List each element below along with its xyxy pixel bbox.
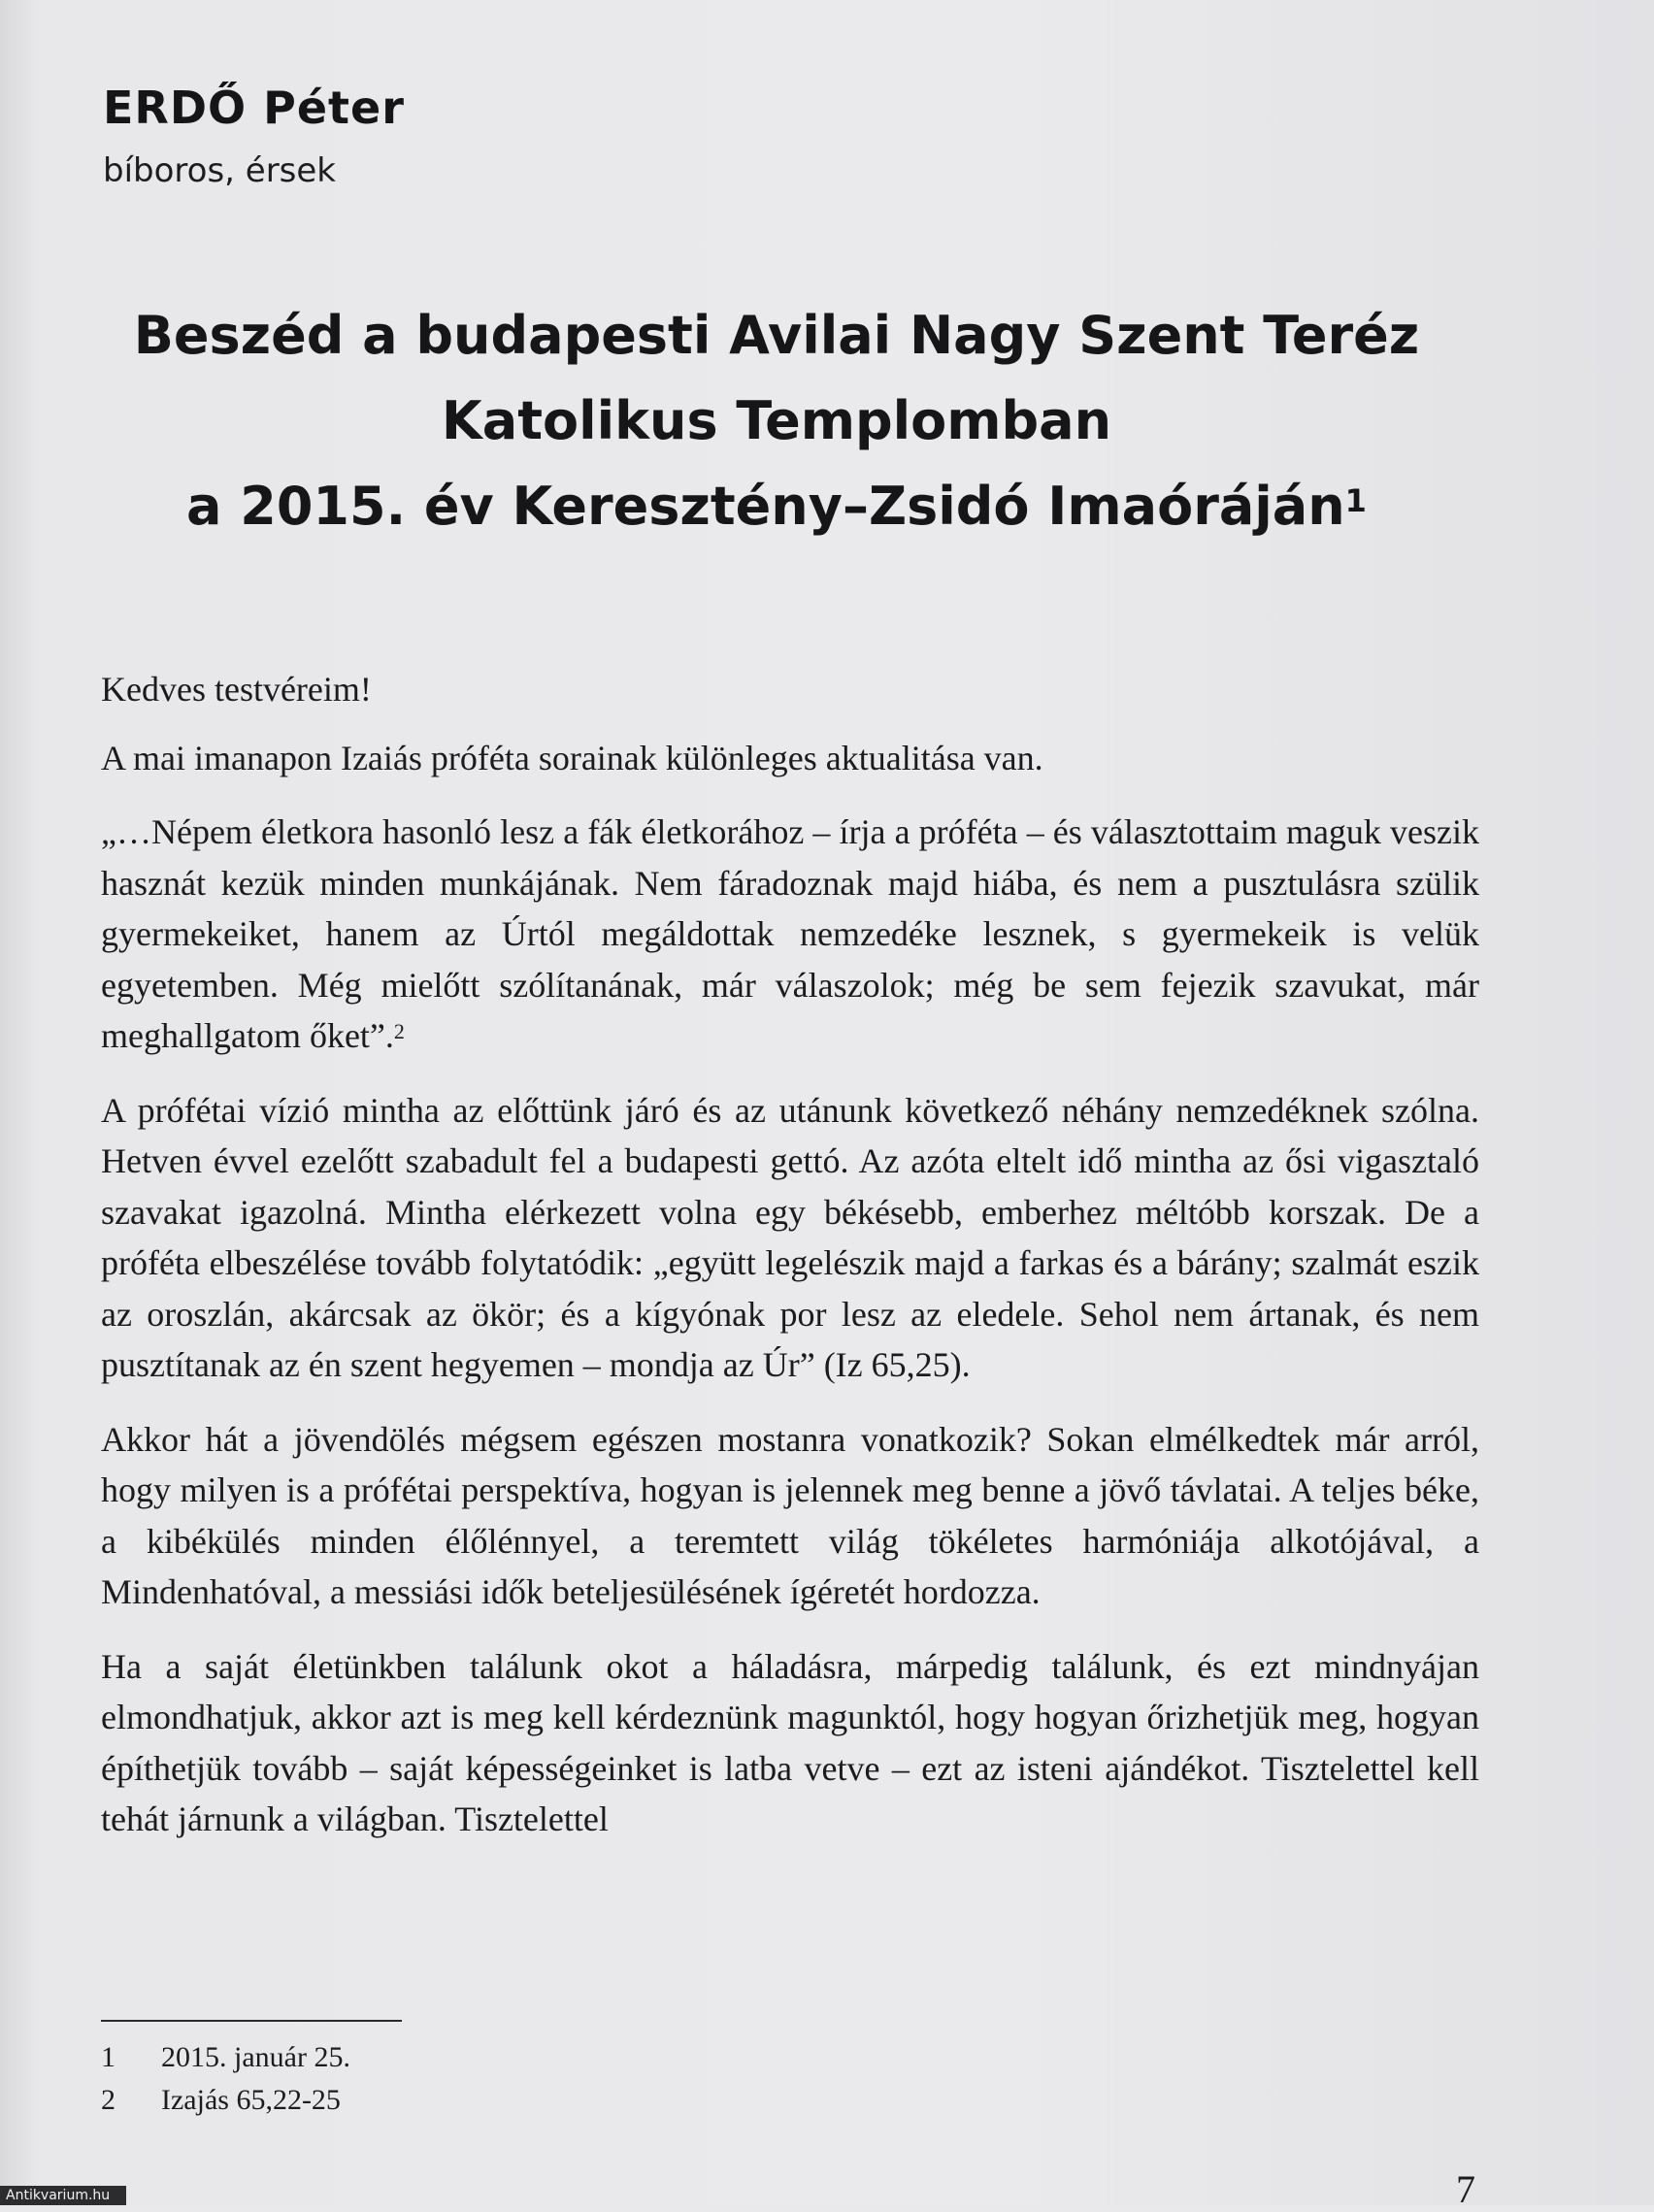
footnote-item	[101, 2036, 350, 2079]
watermark: Antikvarium.hu	[0, 2186, 126, 2205]
quote-footnote-ref: 2	[393, 1019, 405, 1043]
paragraph-salutation: Kedves testvéreim!	[101, 670, 372, 709]
footnote-number: 1	[101, 2041, 116, 2073]
author-role: bíboros, érsek	[103, 151, 336, 190]
title-footnote-ref: 1	[1344, 482, 1367, 519]
article-title	[87, 293, 1466, 549]
footnote-divider	[101, 2020, 402, 2022]
title-line-3	[87, 464, 1466, 549]
title-line-3-text: a 2015. év Keresztény–Zsidó Imaóráján	[186, 476, 1345, 537]
footnote-text: 2015. január 25.	[161, 2041, 350, 2073]
paragraph-gratitude: Ha a saját életünkben találunk okot a háladásra, márpedig találunk, és ezt mindnyájan elmondhatjuk, akkor azt is meg kell kérdeznünk magunktól, hogy hogyan őrizhetjük meg, hogyan építhetjük tovább – saját képességeinket is latba vetve – ezt az isteni ajándékot. Tisztelettel kell tehát járnunk a világban. Tisztelettel	[101, 1646, 1479, 1838]
footnotes	[101, 2036, 350, 2122]
paragraph-intro: A mai imanapon Izaiás próféta sorainak különleges aktualitása van.	[101, 738, 1043, 777]
page-number: 7	[1456, 2167, 1475, 2211]
paragraph-vision: A prófétai vízió mintha az előttünk járó és az utánunk következő néhány nemzedéknek szólna. Hetven évvel ezelőtt szabadult fel a budapesti gettó. Az azóta eltelt idő mintha az ősi vigasztaló szavakat igazolná. Mintha elérkezett volna egy békésebb, emberhez méltóbb korszak. De a próféta elbeszélése tovább folytatódik: „együtt legelészik majd a farkas és a bárány; szalmát eszik az oroszlán, akárcsak az ökör; és a kígyónak por lesz az eledele. Sehol nem ártanak, és nem pusztítanak az én szent hegyemen – mondja az Úr” (Iz 65,25).	[101, 1090, 1479, 1384]
title-line-2: Katolikus Templomban	[441, 390, 1112, 451]
footnote-number: 2	[101, 2084, 116, 2116]
title-line-1: Beszéd a budapesti Avilai Nagy Szent Teréz	[133, 305, 1420, 366]
footnote-item	[101, 2079, 350, 2122]
paragraph-prophecy: Akkor hát a jövendölés mégsem egészen mostanra vonatkozik? Sokan elmélkedtek már arról, hogy milyen is a prófétai perspektíva, hogyan is jelennek meg benne a jövő távlatai. A teljes béke, a kibékülés minden élőlénnyel, a teremtett világ tökéletes harmóniája alkotójával, a Mindenhatóval, a messiási idők beteljesülésének ígéretét hordozza.	[101, 1419, 1479, 1611]
author-name: ERDŐ Péter	[103, 82, 405, 134]
paragraph-quote-text: „…Népem életkora hasonló lesz a fák életkorához – írja a próféta – és választottaim maguk veszik hasznát kezük minden munkájának. Nem fáradoznak majd hiába, és nem a pusztulásra szülik gyermekeiket, hanem az Úrtól megáldottak nemzedéke lesznek, s gyermekeik is velük egyetemben. Még mielőtt szólítanának, már válaszolok; még be sem fejezik szavukat, már meghallgatom őket”.	[101, 812, 1479, 1055]
footnote-text: Izajás 65,22-25	[161, 2084, 341, 2116]
article-body	[101, 664, 1479, 1868]
paragraph-quote	[101, 807, 1479, 1062]
